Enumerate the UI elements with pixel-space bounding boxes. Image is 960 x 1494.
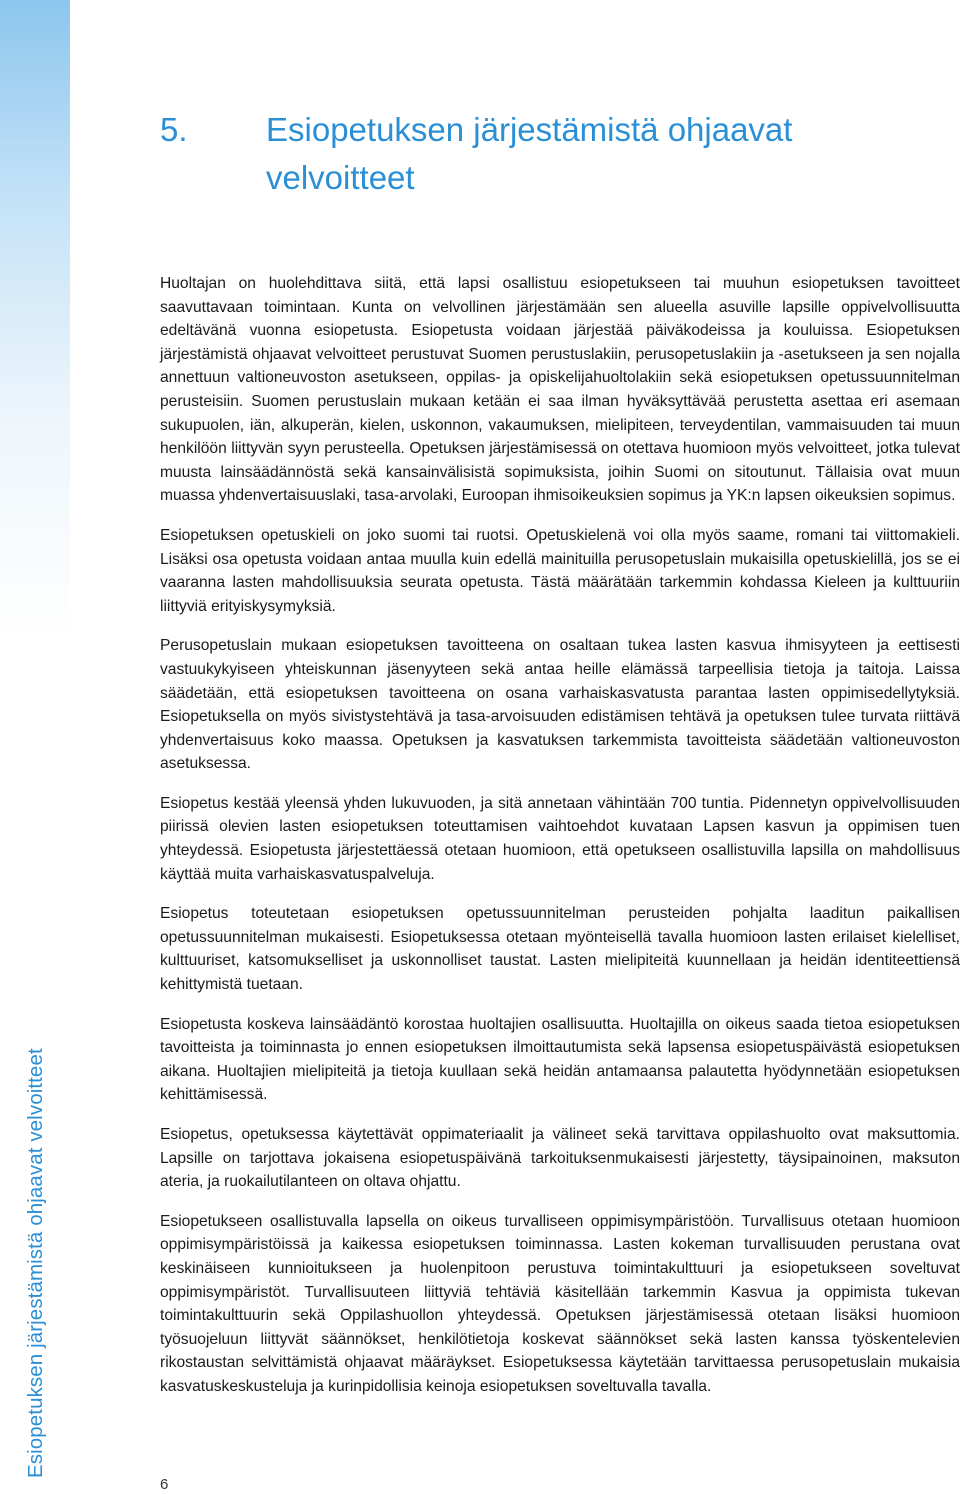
section-number: 5. <box>160 111 188 148</box>
body-text <box>160 272 960 1415</box>
paragraph: Esiopetus, opetuksessa käytettävät oppimateriaalit ja välineet sekä tarvittava oppilashuolto ovat maksuttomia. Lapsille on tarjottava jokaisena esiopetuspäivänä tarkoituksenmukaisesti järjestetty, täysipainoinen, maksuton ateria, ja ruokailutilanteen on oltava ohjattu. <box>160 1126 960 1191</box>
section-heading <box>160 106 940 202</box>
paragraph: Esiopetukseen osallistuvalla lapsella on oikeus turvalliseen oppimisympäristöön. Turvallisuus otetaan huomioon oppimisympäristöissä ja kaikessa esiopetuksen toiminnassa. Lasten kokeman turvallisuuden perustana ovat keskinäiseen kunnioitukseen ja huolenpitoon perustuva toimintakulttuuri ja esiopetukseen soveltuvat oppimisympäristöt. Turvallisuuteen liittyviä tehtäviä käsitellään tarkemmin Kasvua ja oppimista tukevan toimintakulttuurin sekä Oppilashuollon yhteydessä. Opetuksen järjestämisessä otetaan lisäksi huomioon työsuojeluun liittyvät säännökset, henkilötietoja koskevat säännökset sekä lasten kanssa työskentelevien rikostaustan selvittämistä ohjaavat määräykset. Esiopetuksessa käytetään tarvittaessa perusopetuslain mukaisia kasvatuskeskusteluja ja kurinpidollisia keinoja esiopetuksen soveltuvalla tavalla. <box>160 1212 960 1395</box>
paragraph: Esiopetuksen opetuskieli on joko suomi tai ruotsi. Opetuskielenä voi olla myös saame, romani tai viittomakieli. Lisäksi osa opetusta voidaan antaa muulla kuin edellä mainituilla perusopetuslain mukaisilla opetuskielillä, jos se ei vaaranna lasten mahdollisuuksia seurata opetusta. Tästä määrätään tarkemmin kohdassa Kieleen ja kulttuuriin liittyviä erityiskysymyksiä. <box>160 526 960 615</box>
section-title: Esiopetuksen järjestämistä ohjaavat velvoitteet <box>266 111 793 196</box>
vertical-section-title: Esiopetuksen järjestämistä ohjaavat velvoitteet <box>24 1048 47 1478</box>
paragraph: Huoltajan on huolehdittava siitä, että lapsi osallistuu esiopetukseen tai muuhun esiopetuksen tavoitteet saavuttavaan toimintaan. Kunta on velvollinen järjestämään sen alueella asuville lapsille oppivelvollisuutta edeltävänä vuonna esiopetusta. Esiopetusta voidaan järjestää päiväkodeissa ja kouluissa. Esiopetuksen järjestämistä ohjaavat velvoitteet perustuvat Suomen perustuslakiin, perusopetuslakiin ja -asetukseen ja sen nojalla annettuun valtioneuvoston asetukseen, oppilas- ja opiskelijahuoltolakiin sekä esiopetuksen opetussuunnitelman perusteisiin. Suomen perustuslain mukaan ketään ei saa ilman hyväksyttävää perustetta asettaa eri asemaan sukupuolen, iän, alkuperän, kielen, uskonnon, vakaumuksen, mielipiteen, terveydentilan, vammaisuuden tai muun henkilöön liittyvän syyn perusteella. Opetuksen järjestämisessä on otettava huomioon myös velvoitteet, jotka tulevat muusta lainsäädännöstä sekä kansainvälisistä sopimuksista, joihin Suomi on sitoutunut. Tällaisia ovat muun muassa yhdenvertaisuuslaki, tasa-arvolaki, Euroopan ihmisoikeuksien sopimus ja YK:n lapsen oikeuksien sopimus. <box>160 275 960 505</box>
paragraph: Esiopetus toteutetaan esiopetuksen opetussuunnitelman perusteiden pohjalta laaditun paikallisen opetussuunnitelman mukaisesti. Esiopetuksessa otetaan myönteisellä tavalla huomioon lasten erilaiset kielelliset, kulttuuriset, katsomukselliset ja uskonnolliset taustat. Lasten mielipiteitä kuunnellaan ja heidän identiteettiensä kehittymistä tuetaan. <box>160 905 960 994</box>
paragraph: Esiopetusta koskeva lainsäädäntö korostaa huoltajien osallisuutta. Huoltajilla on oikeus saada tietoa esiopetuksen tavoitteista ja toiminnasta jo ennen esiopetuksen ilmoittautumista sekä lapsensa esiopetuspäivästä esiopetuksen aikana. Huoltajien mielipiteitä ja tietoja kuullaan sekä heidän antamaansa palautetta hyödynnetään esiopetuksen kehittämisessä. <box>160 1015 960 1104</box>
paragraph: Esiopetus kestää yleensä yhden lukuvuoden, ja sitä annetaan vähintään 700 tuntia. Pidennetyn oppivelvollisuuden piirissä olevien lasten esiopetuksen toteuttamisen vaihtoehdot kuvataan Lapsen kasvun ja oppimisen tuen yhteydessä. Esiopetusta järjestettäessä otetaan huomioon, että opetukseen osallistuvilla lapsilla on mahdollisuus käyttää muita varhaiskasvatuspalveluja. <box>160 794 960 883</box>
paragraph: Perusopetuslain mukaan esiopetuksen tavoitteena on osaltaan tukea lasten kasvua ihmisyyteen ja eettisesti vastuukykyiseen yhteiskunnan jäsenyyteen sekä antaa heille elämässä tarpeellisia tietoja ja taitoja. Laissa säädetään, että esiopetuksen tavoitteena on osana varhaiskasvatusta parantaa lasten oppimisedellytyksiä. Esiopetuksella on myös sivistystehtävä ja tasa-arvoisuuden edistämisen tehtävä ja opetuksen tulee turvata riittävä yhdenvertaisuus koko maassa. Opetuksen ja kasvatuksen tarkemmista tavoitteista säädetään valtioneuvoston asetuksessa. <box>160 637 960 773</box>
page-number: 6 <box>160 1476 169 1493</box>
